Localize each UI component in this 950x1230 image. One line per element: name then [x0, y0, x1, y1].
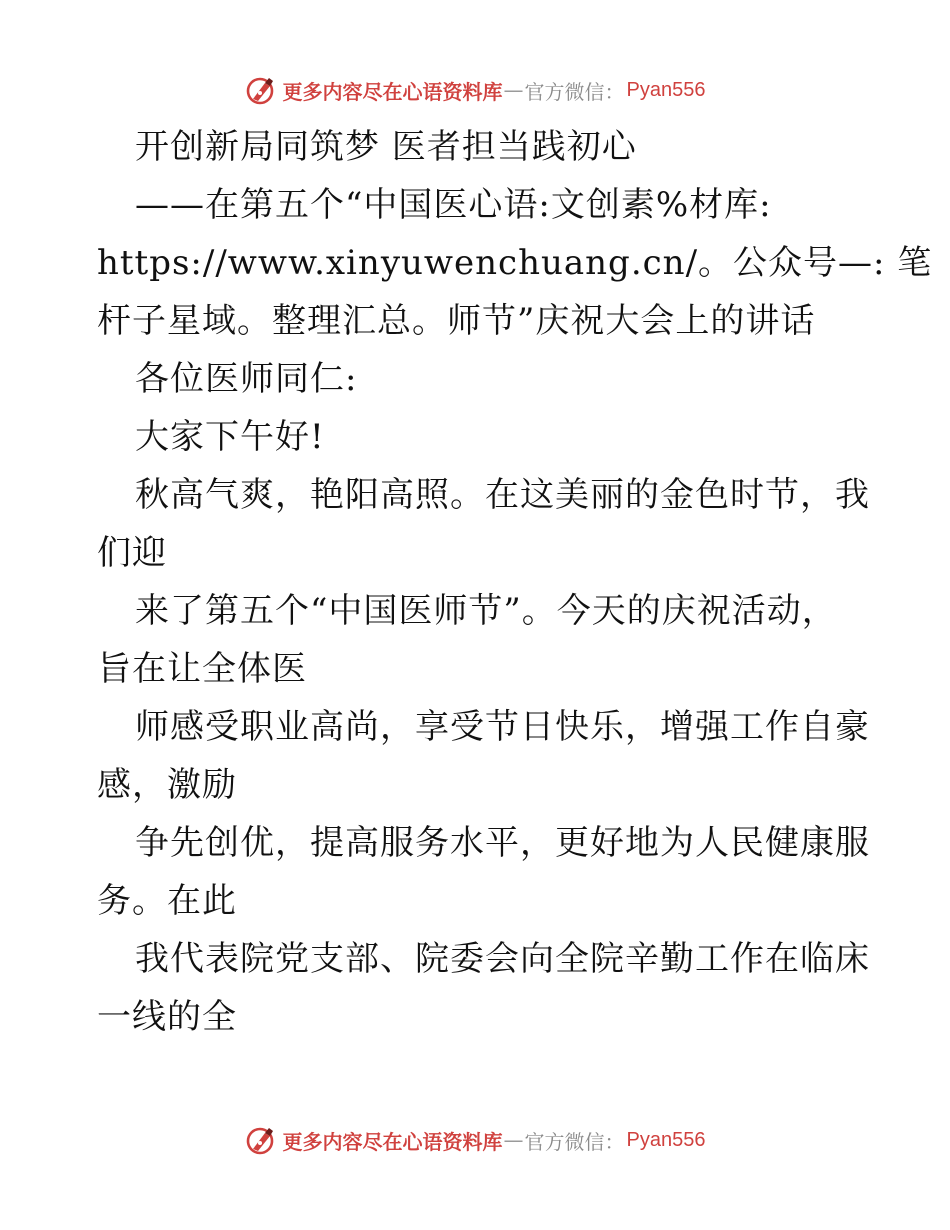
pen-logo-icon — [245, 74, 277, 106]
paragraph-line: 争先创优，提高服务水平，更好地为人民健康服 — [135, 823, 870, 863]
greeting: 大家下午好! — [135, 417, 325, 457]
document-subtitle-line: https://www.xinyuwenchuang.cn/。公众号—: 笔 — [97, 243, 933, 283]
footer-banner — [0, 1120, 950, 1160]
paragraph-line: 来了第五个“中国医师节”。今天的庆祝活动， — [135, 591, 837, 631]
banner-account: Pyan556 — [626, 1128, 706, 1151]
paragraph-line: 旨在让全体医 — [97, 649, 307, 689]
paragraph-line: 务。在此 — [97, 881, 237, 921]
document-subtitle-line: 杆子星域。整理汇总。师节”庆祝大会上的讲话 — [97, 301, 816, 341]
salutation: 各位医师同仁: — [135, 359, 358, 399]
banner-wechat-label: 官方微信： — [524, 1129, 625, 1154]
paragraph-line: 感，激励 — [97, 765, 237, 805]
banner-brand-text: 更多内容尽在心语资料库 — [282, 79, 503, 104]
banner-dash: — — [503, 78, 524, 102]
paragraph-line: 秋高气爽，艳阳高照。在这美丽的金色时节，我 — [135, 475, 870, 515]
pen-logo-icon — [245, 1124, 277, 1156]
banner-dash: — — [503, 1128, 524, 1152]
paragraph-line: 我代表院党支部、院委会向全院辛勤工作在临床 — [135, 939, 870, 979]
document-title: 开创新局同筑梦 医者担当践初心 — [135, 127, 637, 167]
paragraph-line: 一线的全 — [97, 997, 237, 1037]
paragraph-line: 师感受职业高尚，享受节日快乐，增强工作自豪 — [135, 707, 870, 747]
banner-brand-text: 更多内容尽在心语资料库 — [282, 1129, 503, 1154]
header-banner — [0, 70, 950, 110]
document-subtitle-line: ——在第五个“中国医心语:文创素%材库: — [135, 185, 772, 225]
banner-wechat-label: 官方微信： — [524, 79, 625, 104]
document-body — [97, 124, 933, 1052]
banner-account: Pyan556 — [626, 78, 706, 101]
paragraph-line: 们迎 — [97, 533, 167, 573]
